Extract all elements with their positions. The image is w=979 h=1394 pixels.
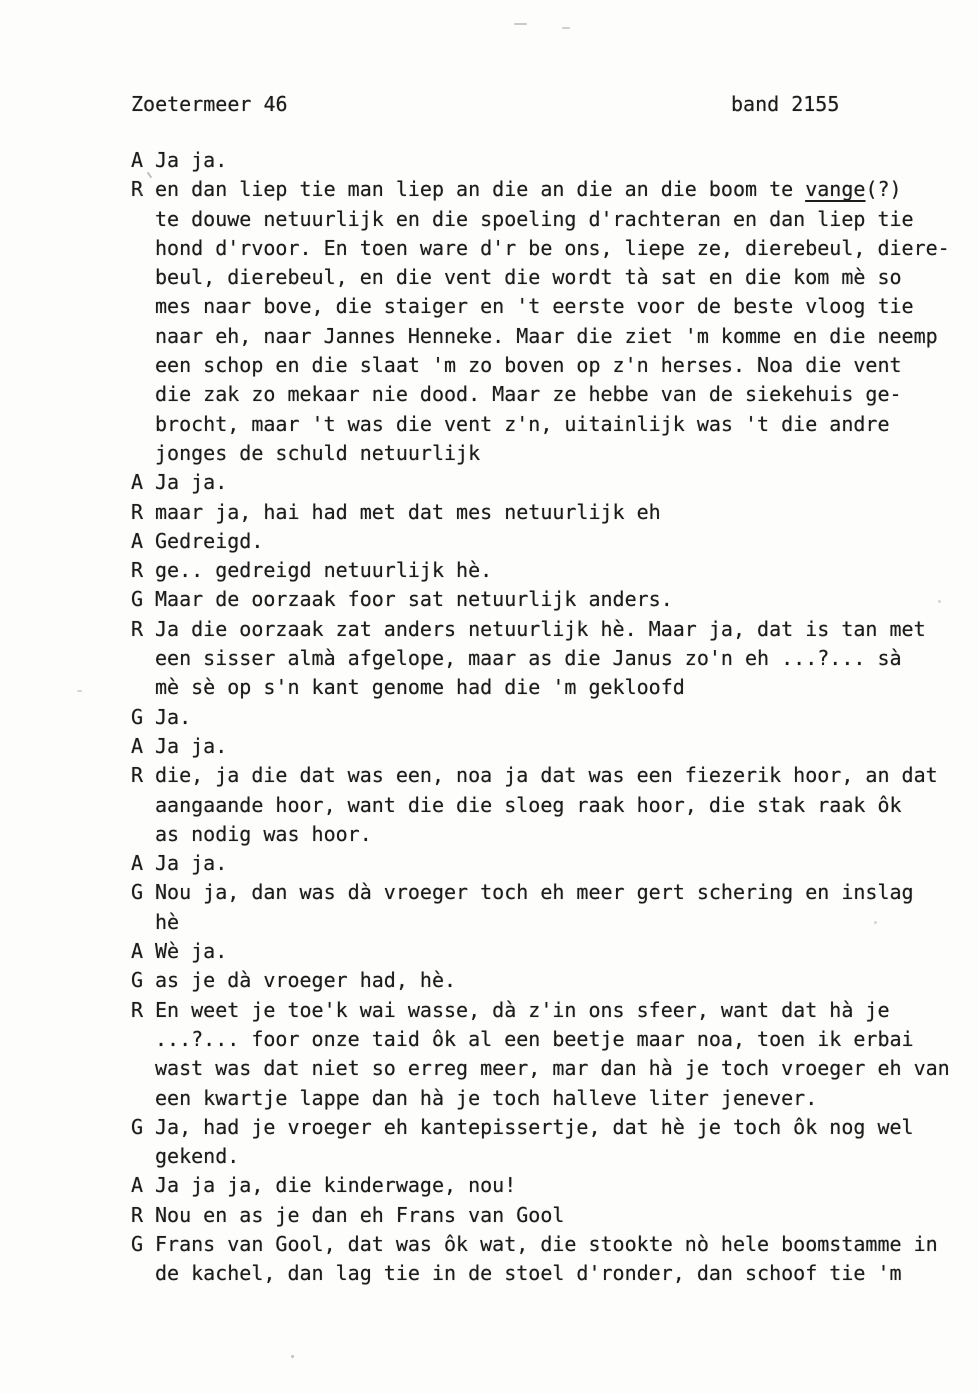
utterance-lines <box>155 146 961 175</box>
utterance-row <box>131 703 961 732</box>
transcript-line: Ja ja. <box>155 148 228 172</box>
transcript-line: Maar de oorzaak foor sat netuurlijk anders. <box>155 587 673 612</box>
utterance-row <box>131 732 961 761</box>
transcript-line: ...?... foor onze taid ôk al een beetje maar noa, toen ik erbai <box>155 1026 914 1051</box>
transcript-line: te douwe netuurlijk en die spoeling d'rachteran en dan liep tie <box>155 206 914 231</box>
transcript-line: En weet je toe'k wai wasse, dà z'in ons sfeer, want dat hà je <box>155 997 890 1022</box>
utterance-row <box>131 146 961 175</box>
utterance-row <box>131 1113 961 1172</box>
speaker-label: G <box>131 880 144 905</box>
utterance-row <box>131 1201 961 1230</box>
transcript-line: Ja ja ja, die kinderwage, nou! <box>155 1173 517 1198</box>
speaker-label: R <box>131 558 144 583</box>
transcript-line: maar ja, hai had met dat mes netuurlijk eh <box>155 499 661 524</box>
transcript-line: as nodig was hoor. <box>155 821 372 846</box>
utterance-row <box>131 498 961 527</box>
utterance-lines <box>155 732 961 761</box>
location-label: Zoetermeer 46 <box>131 92 288 116</box>
utterance-lines <box>155 585 961 614</box>
speaker-label: R <box>131 1202 144 1227</box>
transcript-line: die zak zo mekaar nie dood. Maar ze hebbe van de siekehuis ge- <box>155 382 902 407</box>
transcript-line: Ja. <box>155 704 192 729</box>
speaker-label: A <box>131 148 144 172</box>
transcript-line: Ja ja. <box>155 851 228 876</box>
speaker-label: A <box>131 939 144 964</box>
utterance-lines <box>155 556 961 585</box>
utterance-lines <box>155 849 961 878</box>
transcript-line: Nou en as je dan eh Frans van Gool <box>155 1202 565 1227</box>
smudge-artifact <box>77 690 82 692</box>
transcript-line: Gedreigd. <box>155 528 264 553</box>
speaker-label: G <box>131 1114 144 1139</box>
utterance-row <box>131 585 961 614</box>
transcript-line: Ja ja. <box>155 470 228 495</box>
page-header <box>0 92 979 118</box>
speaker-label: R <box>131 997 144 1022</box>
transcript-body <box>131 146 961 1289</box>
speaker-label: G <box>131 1231 144 1256</box>
transcript-line: een kwartje lappe dan hà je toch halleve liter jenever. <box>155 1085 818 1110</box>
utterance-lines <box>155 966 961 995</box>
transcript-line: Ja, had je vroeger eh kantepissertje, dat hè je toch ôk nog wel <box>155 1114 914 1139</box>
transcript-line: een sisser almà afgelope, maar as die Janus zo'n eh ...?... sà <box>155 646 902 671</box>
line-text: en dan liep tie man liep an die an die an die boom te <box>155 177 806 202</box>
transcript-line: mes naar bove, die staiger en 't eerste voor de beste vloog tie <box>155 294 914 319</box>
utterance-row <box>131 1171 961 1200</box>
speaker-label: G <box>131 587 144 612</box>
utterance-row <box>131 966 961 995</box>
utterance-lines <box>155 615 961 703</box>
transcript-line: beul, dierebeul, en die vent die wordt tà sat en die kom mè so <box>155 265 902 290</box>
utterance-row <box>131 556 961 585</box>
utterance-lines <box>155 761 961 849</box>
transcript-line: hond d'rvoor. En toen ware d'r be ons, liepe ze, dierebeul, diere- <box>155 235 950 260</box>
transcript-line: ge.. gedreigd netuurlijk hè. <box>155 558 493 583</box>
transcript-line: de kachel, dan lag tie in de stoel d'ronder, dan schoof tie 'm <box>155 1261 902 1286</box>
utterance-row <box>131 615 961 703</box>
transcript-line: naar eh, naar Jannes Henneke. Maar die ziet 'm komme en die neemp <box>155 323 938 348</box>
utterance-row <box>131 937 961 966</box>
transcript-line: Nou ja, dan was dà vroeger toch eh meer gert schering en inslag <box>155 880 914 905</box>
utterance-row <box>131 878 961 937</box>
speaker-label: A <box>131 470 144 495</box>
utterance-lines <box>155 996 961 1113</box>
utterance-lines <box>155 468 961 497</box>
utterance-lines <box>155 703 961 732</box>
utterance-row <box>131 849 961 878</box>
speaker-label: A <box>131 851 144 876</box>
transcript-line: Frans van Gool, dat was ôk wat, die stookte nò hele boomstamme in <box>155 1231 938 1256</box>
utterance-row <box>131 996 961 1113</box>
transcript-line: aangaande hoor, want die die sloeg raak hoor, die stak raak ôk <box>155 792 902 817</box>
transcript-line: mè sè op s'n kant genome had die 'm gekloofd <box>155 675 685 700</box>
speaker-label: G <box>131 968 144 993</box>
speaker-label: R <box>131 616 144 641</box>
transcript-line: hè <box>155 909 180 934</box>
utterance-row <box>131 527 961 556</box>
transcript-line: een schop en die slaat 'm zo boven op z'n herses. Noa die vent <box>155 353 902 378</box>
transcript-line: Ja die oorzaak zat anders netuurlijk hè. Maar ja, dat is tan met <box>155 616 926 641</box>
line-text: (?) <box>865 177 902 202</box>
speaker-label: A <box>131 1173 144 1198</box>
band-label: band 2155 <box>731 92 840 116</box>
transcript-line: jonges de schuld netuurlijk <box>155 440 481 465</box>
transcript-line: brocht, maar 't was die vent z'n, uitainlijk was 't die andre <box>155 411 890 436</box>
speaker-label: R <box>131 763 144 788</box>
transcript-line: die, ja die dat was een, noa ja dat was een fiezerik hoor, an dat <box>155 763 938 788</box>
speaker-label: A <box>131 733 144 758</box>
utterance-lines <box>155 1113 961 1172</box>
transcript-line: wast was dat niet so erreg meer, mar dan hà je toch vroeger eh van <box>155 1056 950 1081</box>
utterance-row <box>131 175 961 468</box>
smudge-artifact <box>514 23 527 25</box>
speaker-label: A <box>131 528 144 553</box>
utterance-lines <box>155 937 961 966</box>
transcript-line: Ja ja. <box>155 733 228 758</box>
speaker-label: G <box>131 704 144 729</box>
speaker-label: R <box>131 499 144 524</box>
utterance-lines <box>155 175 961 468</box>
smudge-artifact <box>562 27 570 29</box>
utterance-row <box>131 761 961 849</box>
utterance-lines <box>155 498 961 527</box>
utterance-row <box>131 468 961 497</box>
underlined-word: vange <box>805 177 866 202</box>
transcript-line <box>155 175 961 204</box>
utterance-lines <box>155 1230 961 1289</box>
utterance-lines <box>155 1171 961 1200</box>
smudge-artifact <box>291 1355 294 1358</box>
transcript-line: as je dà vroeger had, hè. <box>155 968 457 993</box>
utterance-lines <box>155 1201 961 1230</box>
speaker-label: R <box>131 177 144 202</box>
utterance-lines <box>155 527 961 556</box>
utterance-row <box>131 1230 961 1289</box>
transcript-line: gekend. <box>155 1144 240 1169</box>
transcript-line: Wè ja. <box>155 939 228 964</box>
utterance-lines <box>155 878 961 937</box>
